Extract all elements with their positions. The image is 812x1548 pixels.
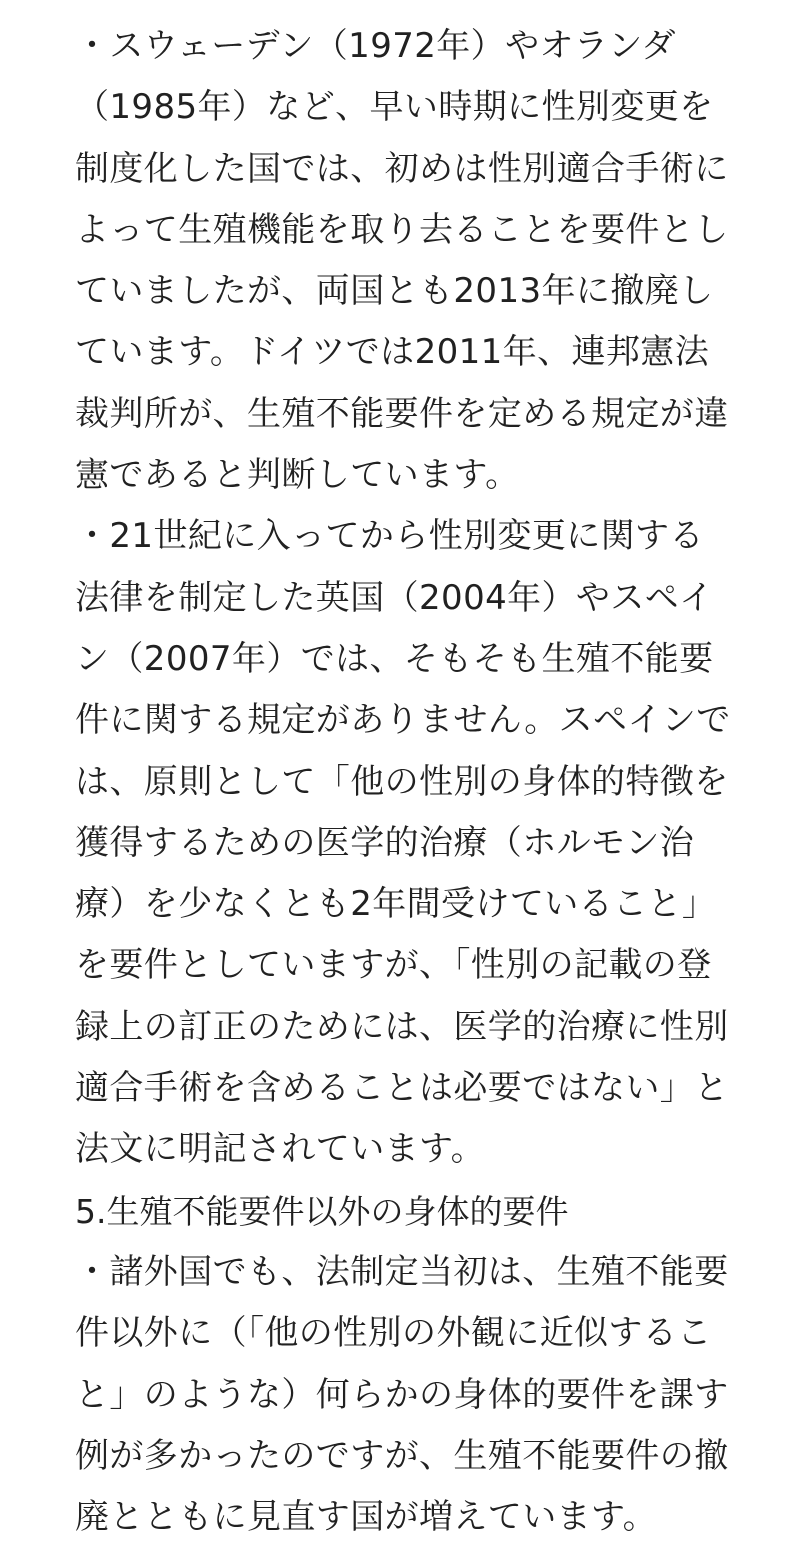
paragraph-line: ていましたが、両国とも2013年に撤廃し — [75, 271, 714, 312]
paragraph-line: を要件としていますが、「性別の記載の登 — [75, 945, 712, 986]
paragraph-line: （1985年）など、早い時期に性別変更を — [75, 87, 714, 128]
paragraph-line: よって生殖機能を取り去ることを要件とし — [75, 209, 729, 250]
paragraph-line: と」のような）何らかの身体的要件を課す — [75, 1374, 729, 1415]
paragraph-line: 獲得するための医学的治療（ホルモン治 — [75, 822, 695, 863]
paragraph-line: 療）を少なくとも2年間受けていること」 — [75, 884, 717, 925]
paragraph-line: 録上の訂正のためには、医学的治療に性別 — [75, 1006, 729, 1047]
paragraph-line: 法律を制定した英国（2004年）やスペイ — [75, 577, 714, 618]
paragraph-line: 件に関する規定がありません。スペインで — [75, 700, 731, 741]
paragraph-line: 制度化した国では、初めは性別適合手術に — [75, 148, 729, 189]
paragraph-line: 適合手術を含めることは必要ではない」と — [75, 1068, 729, 1109]
paragraph-line: ン（2007年）では、そもそも生殖不能要 — [75, 638, 714, 679]
paragraph-line: ・21世紀に入ってから性別変更に関する — [75, 516, 704, 557]
paragraph-line: ・諸外国でも、法制定当初は、生殖不能要 — [75, 1251, 729, 1292]
paragraph-line: 件以外に（「他の性別の外観に近似するこ — [75, 1313, 712, 1354]
section-heading: 5.生殖不能要件以外の身体的要件 — [75, 1191, 569, 1231]
paragraph-line: 憲であると判断しています。 — [75, 455, 520, 496]
paragraph-line: 法文に明記されています。 — [75, 1129, 486, 1170]
paragraph-line: 裁判所が、生殖不能要件を定める規定が違 — [75, 393, 729, 434]
article-body — [75, 16, 765, 1548]
paragraph-line: ています。ドイツでは2011年、連邦憲法 — [75, 332, 710, 373]
paragraph-line: 例が多かったのですが、生殖不能要件の撤 — [75, 1435, 729, 1476]
paragraph-line: ・スウェーデン（1972年）やオランダ — [75, 26, 676, 66]
paragraph-line: は、原則として「他の性別の身体的特徴を — [75, 761, 729, 802]
paragraph-line: 廃とともに見直す国が増えています。 — [75, 1497, 658, 1538]
